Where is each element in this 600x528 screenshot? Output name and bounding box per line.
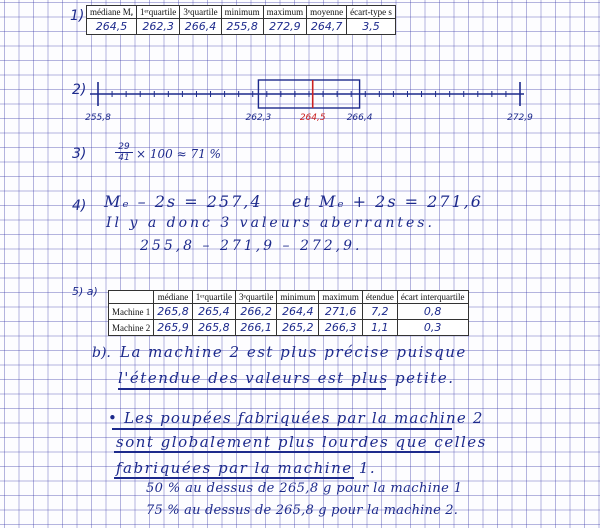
q1-stats-table <box>86 5 396 35</box>
q1-header-cell: médiane Mₑ <box>87 6 137 19</box>
machine-value-cell: 266,2 <box>236 304 277 320</box>
underline-q5b-2 <box>112 428 452 430</box>
q5-header-row <box>109 291 469 304</box>
q4-lower-bound: Mₑ – 2s = 257,4 <box>104 192 263 211</box>
q1-header-cell: 3ᵉquartile <box>180 6 221 19</box>
machine-value-cell: 265,9 <box>154 320 193 336</box>
q1-number: 1) <box>70 8 85 24</box>
q4-upper-bound: et Mₑ + 2s = 271,6 <box>292 192 483 211</box>
q5-header-cell: écart interquartile <box>397 291 468 304</box>
q1-values-row <box>87 19 396 35</box>
q5-header-cell: médiane <box>154 291 193 304</box>
machine-value-cell: 0,3 <box>397 320 468 336</box>
q3-label: 266,4 <box>346 113 373 123</box>
q1-label: 262,3 <box>245 113 272 123</box>
q1-value-cell: 272,9 <box>263 19 307 35</box>
machine-value-cell: 266,3 <box>319 320 363 336</box>
q3-fraction <box>115 142 133 163</box>
machine-value-cell: 265,4 <box>192 304 235 320</box>
machine-value-cell: 265,8 <box>192 320 235 336</box>
machine-value-cell: 271,6 <box>319 304 363 320</box>
q5b-line7: 75 % au dessus de 265,8 g pour la machine 2. <box>146 503 459 518</box>
median-label: 264,5 <box>299 113 326 123</box>
q1-value-cell: 3,5 <box>347 19 396 35</box>
max-label: 272,9 <box>507 113 533 123</box>
underline-q5b-1 <box>118 388 386 390</box>
q5b-line1: La machine 2 est plus précise puisque <box>120 343 467 361</box>
q4-number: 4) <box>72 198 87 214</box>
q1-value-cell: 264,7 <box>307 19 347 35</box>
q5-header-cell: 1ᵉʳquartile <box>192 291 235 304</box>
min-label: 255,8 <box>85 113 111 123</box>
q1-header-cell: écart-type s <box>347 6 396 19</box>
q5-corner-cell <box>109 291 154 304</box>
q5-header-cell: 3ᵉquartile <box>236 291 277 304</box>
machine-value-cell: 266,1 <box>236 320 277 336</box>
machine-value-cell: 1,1 <box>362 320 397 336</box>
machine-name-cell: Machine 2 <box>109 320 154 336</box>
underline-q5b-3 <box>114 451 440 453</box>
table-row <box>109 320 469 336</box>
q5-header-cell: étendue <box>362 291 397 304</box>
q2-number: 2) <box>72 82 87 98</box>
machine-value-cell: 265,2 <box>277 320 319 336</box>
q3-denominator: 41 <box>115 152 133 163</box>
q1-header-row <box>87 6 396 19</box>
q5b-line6: 50 % au dessus de 265,8 g pour la machine 1 <box>146 481 463 496</box>
q5-machines-table <box>108 290 469 336</box>
q3-result: × 100 ≈ 71 % <box>136 147 221 161</box>
q4-outliers-list: 255,8 – 271,9 – 272,9. <box>140 238 363 254</box>
q1-header-cell: moyenne <box>307 6 347 19</box>
machine-value-cell: 264,4 <box>277 304 319 320</box>
q1-value-cell: 264,5 <box>87 19 137 35</box>
q5b-line3: • Les poupées fabriquées par la machine 2 <box>108 409 484 427</box>
q4-outliers-count: Il y a donc 3 valeurs aberrantes. <box>106 215 435 231</box>
table-row <box>109 304 469 320</box>
machine-value-cell: 0,8 <box>397 304 468 320</box>
q5a-number: 5) a) <box>72 285 98 298</box>
q5b-line2: l'étendue des valeurs est plus petite. <box>118 369 455 387</box>
q5b-line5: fabriquées par la machine 1. <box>116 459 377 477</box>
machine-value-cell: 7,2 <box>362 304 397 320</box>
q1-header-cell: minimum <box>221 6 263 19</box>
machine-value-cell: 265,8 <box>154 304 193 320</box>
q3-number: 3) <box>72 146 87 162</box>
q1-value-cell: 262,3 <box>137 19 180 35</box>
q5b-label: b). <box>92 345 111 361</box>
q5-header-cell: minimum <box>277 291 319 304</box>
q3-numerator: 29 <box>118 142 130 152</box>
underline-q5b-4 <box>114 477 354 479</box>
q1-header-cell: 1ᵉʳquartile <box>137 6 180 19</box>
q5-header-cell: maximum <box>319 291 363 304</box>
q1-header-cell: maximum <box>263 6 307 19</box>
boxplot <box>0 60 600 190</box>
q1-value-cell: 266,4 <box>180 19 221 35</box>
machine-name-cell: Machine 1 <box>109 304 154 320</box>
q5b-line4: sont globalement plus lourdes que celles <box>116 433 487 451</box>
q1-value-cell: 255,8 <box>221 19 263 35</box>
